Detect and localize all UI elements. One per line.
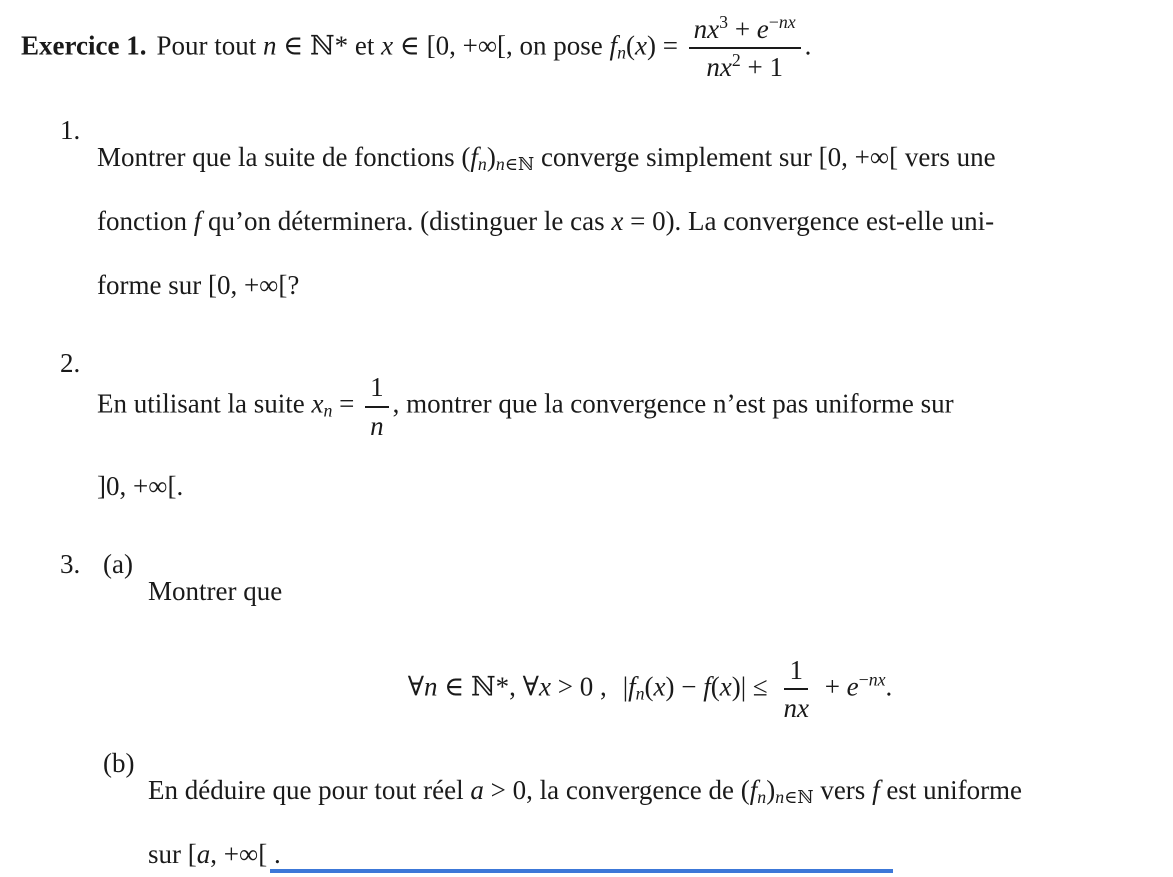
text-run: 1	[789, 654, 803, 685]
fraction	[689, 14, 801, 82]
text-run: , +∞[ .	[210, 839, 281, 870]
item-2	[21, 345, 1143, 531]
math-var: n	[370, 410, 384, 441]
superscript	[859, 670, 886, 690]
math-var: x	[653, 671, 666, 702]
text-run: ) =	[646, 30, 685, 61]
text-run: Montrer que la suite de fonctions (	[97, 142, 471, 173]
fraction-denominator	[701, 49, 788, 82]
math-var: e	[756, 14, 769, 44]
item-2-body	[97, 345, 1143, 531]
math-var: nx	[783, 693, 809, 724]
fraction-numerator	[784, 655, 808, 690]
math-var: n	[757, 787, 767, 808]
text-run: ∈ℕ	[504, 154, 535, 175]
math-var: n	[477, 154, 487, 175]
text-line	[97, 468, 1143, 505]
text-run: ∈ [0, +∞[, on pose	[393, 30, 610, 61]
text-run: forme sur [0, +∞[?	[97, 270, 300, 301]
math-var: f	[193, 206, 202, 237]
text-run: = 0). La convergence est-elle uni-	[623, 206, 995, 237]
text-line	[97, 372, 1143, 440]
text-run: En déduire que pour tout réel	[148, 775, 471, 806]
math-var: x	[538, 671, 551, 702]
superscript	[719, 12, 728, 32]
fraction-denominator	[365, 408, 389, 441]
text-run: .	[885, 671, 893, 702]
math-var: f	[470, 142, 478, 173]
math-var: x	[311, 388, 324, 419]
math-var: n	[617, 42, 626, 63]
text-line	[148, 573, 1143, 610]
subitem-a-body	[148, 546, 1143, 637]
bold-text: Exercice 1.	[21, 30, 147, 61]
text-run: )	[486, 142, 496, 173]
item-1-number: 1.	[60, 115, 81, 146]
text-run: , montrer que la convergence n’est pas uniforme sur	[392, 388, 954, 419]
math-var: x	[719, 671, 732, 702]
text-run: vers	[813, 775, 873, 806]
text-run: −	[768, 12, 779, 33]
item-3	[21, 546, 1143, 877]
item-3-number: 3.	[60, 548, 81, 579]
subitem-b	[97, 745, 1143, 877]
text-run: ∈ ℕ* et	[276, 30, 382, 61]
math-var: f	[609, 30, 618, 61]
text-line	[148, 836, 1143, 873]
text-line	[97, 139, 1143, 176]
subscript	[775, 787, 813, 807]
math-var: x	[634, 30, 647, 61]
text-run: > 0 ,	[550, 671, 607, 702]
text-run: 3	[719, 12, 729, 33]
text-run: Pour tout	[156, 30, 263, 61]
subitem-a	[97, 546, 1143, 637]
display-formula-a	[157, 655, 1143, 723]
superscript	[769, 12, 796, 32]
text-run: 2	[731, 50, 741, 71]
subitem-b-body	[148, 745, 1143, 877]
math-var: n	[775, 787, 785, 808]
subscript	[757, 787, 766, 807]
math-var: f	[872, 775, 880, 806]
item-2-number: 2.	[60, 348, 81, 379]
math-var: x	[611, 206, 624, 237]
math-var: a	[196, 839, 211, 870]
text-run: est uniforme	[879, 775, 1023, 806]
math-var: n	[262, 30, 277, 61]
item-1-body	[97, 112, 1143, 331]
math-var: f	[749, 775, 758, 806]
math-var: n	[495, 154, 505, 175]
math-var: nx	[693, 14, 720, 44]
fraction	[365, 372, 389, 440]
text-run: +	[728, 14, 757, 44]
subscript	[478, 154, 487, 174]
text-run: sur [	[148, 839, 197, 870]
text-run: +	[817, 671, 847, 702]
subscript	[496, 154, 534, 174]
subitem-b-label: (b)	[103, 748, 135, 779]
fraction-numerator	[689, 14, 801, 49]
text-run: ∈ ℕ*, ∀	[437, 671, 539, 702]
fraction	[778, 655, 813, 723]
text-run: −	[858, 669, 869, 690]
bottom-divider-line	[270, 869, 893, 873]
text-run: |	[622, 671, 629, 702]
text-run: ∀	[407, 671, 425, 702]
math-var: nx	[706, 52, 732, 83]
text-run: (	[625, 30, 635, 61]
text-run: ]0, +∞[.	[97, 470, 184, 501]
exercise-header	[21, 14, 1143, 82]
text-run: qu’on déterminera. (distinguer le cas	[201, 206, 612, 237]
text-run: 1	[370, 372, 384, 403]
text-run: En utilisant la suite	[97, 388, 312, 419]
text-line	[97, 267, 1143, 304]
math-var: n	[635, 683, 645, 704]
text-run: converge simplement sur [0, +∞[ vers une	[534, 142, 996, 173]
item-3-body	[97, 546, 1143, 877]
fraction-denominator	[778, 690, 813, 723]
subscript	[617, 42, 626, 62]
fraction-numerator	[365, 372, 389, 407]
math-var: e	[846, 671, 859, 702]
text-line	[97, 203, 1143, 240]
text-run: ) −	[665, 671, 704, 702]
math-var: f	[703, 671, 711, 702]
text-run: =	[332, 388, 362, 419]
text-run: )	[766, 775, 776, 806]
item-1	[21, 112, 1143, 331]
math-var: nx	[868, 669, 886, 690]
text-run: (	[710, 671, 720, 702]
math-var: n	[424, 671, 438, 702]
math-var: f	[628, 671, 636, 702]
math-var: n	[323, 400, 333, 421]
subitem-a-label: (a)	[103, 548, 133, 579]
text-line	[148, 772, 1143, 809]
math-var: x	[381, 30, 394, 61]
superscript	[732, 50, 741, 70]
text-run: > 0, la convergence de (	[483, 775, 750, 806]
subscript	[636, 683, 645, 703]
text-run: fonction	[97, 206, 194, 237]
text-run: (	[644, 671, 654, 702]
text-run: .	[804, 30, 812, 61]
text-run: + 1	[740, 52, 783, 83]
math-var: nx	[778, 12, 796, 33]
text-run: Montrer que	[148, 575, 283, 606]
text-run: ∈ℕ	[784, 787, 814, 808]
math-var: a	[470, 775, 484, 806]
text-run: )| ≤	[731, 671, 775, 702]
